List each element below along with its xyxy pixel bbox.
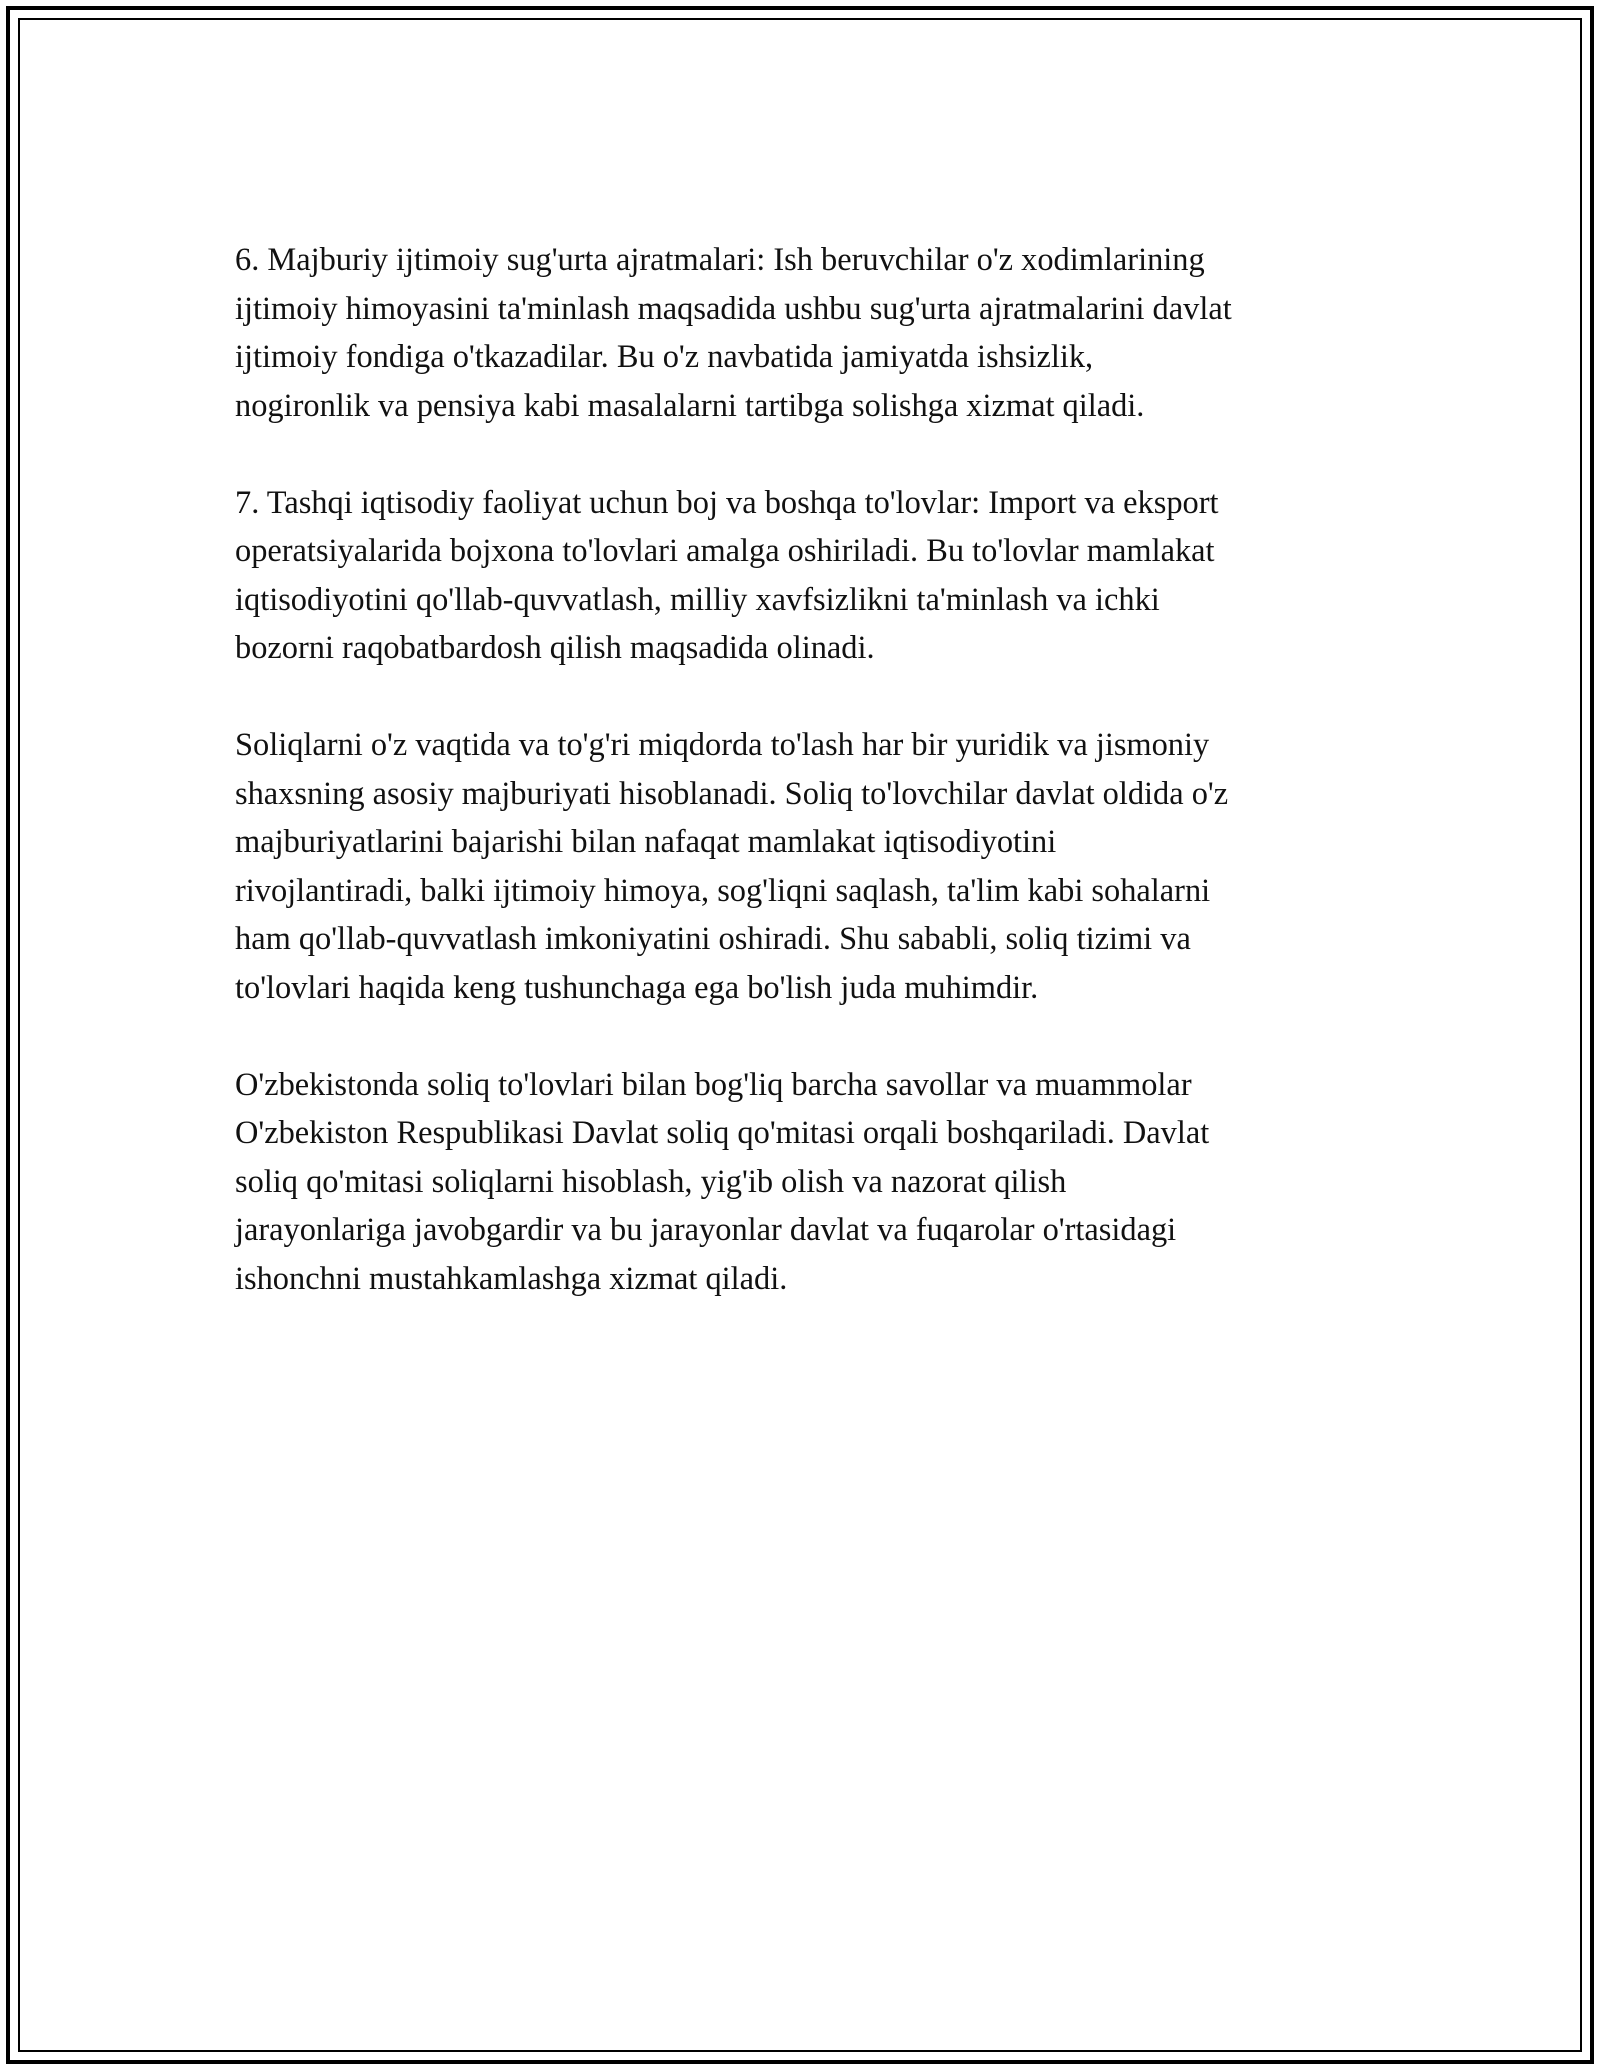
text-line: soliq qo'mitasi soliqlarni hisoblash, yig'ib olish va nazorat qilish bbox=[235, 1163, 1067, 1200]
text-line: ham qo'llab-quvvatlash imkoniyatini oshiradi. Shu sababli, soliq tizimi va bbox=[235, 921, 1191, 957]
text-line: ijtimoiy fondiga o'tkazadilar. Bu o'z navbatida jamiyatda ishsizlik, bbox=[235, 339, 1094, 375]
text-line: nogironlik va pensiya kabi masalalarni tartibga solishga xizmat qiladi. bbox=[235, 387, 1145, 424]
text-line: operatsiyalarida bojxona to'lovlari amalga oshiriladi. Bu to'lovlar mamlakat bbox=[235, 533, 1215, 569]
paragraph-item-7 bbox=[235, 479, 1375, 673]
paragraph-item-6 bbox=[235, 236, 1375, 430]
text-line: O'zbekistonda soliq to'lovlari bilan bog'liq barcha savollar va muammolar bbox=[235, 1066, 1192, 1103]
text-line: 6. Majburiy ijtimoiy sug'urta ajratmalari: Ish beruvchilar o'z xodimlarining bbox=[235, 242, 1205, 278]
text-line: O'zbekiston Respublikasi Davlat soliq qo'mitasi orqali boshqariladi. Davlat bbox=[235, 1115, 1210, 1151]
text-line: ishonchni mustahkamlashga xizmat qiladi. bbox=[235, 1260, 788, 1297]
text-line: rivojlantiradi, balki ijtimoiy himoya, sog'liqni saqlash, ta'lim kabi sohalarni bbox=[235, 872, 1211, 909]
text-line: ijtimoiy himoyasini ta'minlash maqsadida ushbu sug'urta ajratmalarini davlat bbox=[235, 290, 1232, 327]
paragraph-tax-committee bbox=[235, 1061, 1375, 1304]
text-line: iqtisodiyotini qo'llab-quvvatlash, milliy xavfsizlikni ta'minlash va ichki bbox=[235, 581, 1160, 618]
text-line: 7. Tashqi iqtisodiy faoliyat uchun boj va boshqa to'lovlar: Import va eksport bbox=[235, 484, 1219, 521]
paragraph-tax-obligations bbox=[235, 721, 1375, 1012]
text-line: jarayonlariga javobgardir va bu jarayonlar davlat va fuqarolar o'rtasidagi bbox=[235, 1212, 1177, 1248]
text-line: bozorni raqobatbardosh qilish maqsadida olinadi. bbox=[235, 630, 875, 666]
document-body bbox=[235, 236, 1375, 1352]
text-line: Soliqlarni o'z vaqtida va to'g'ri miqdorda to'lash har bir yuridik va jismoniy bbox=[235, 727, 1210, 763]
text-line: majburiyatlarini bajarishi bilan nafaqat mamlakat iqtisodiyotini bbox=[235, 824, 1057, 860]
text-line: shaxsning asosiy majburiyati hisoblanadi. Soliq to'lovchilar davlat oldida o'z bbox=[235, 775, 1229, 812]
text-line: to'lovlari haqida keng tushunchaga ega bo'lish juda muhimdir. bbox=[235, 969, 1039, 1006]
